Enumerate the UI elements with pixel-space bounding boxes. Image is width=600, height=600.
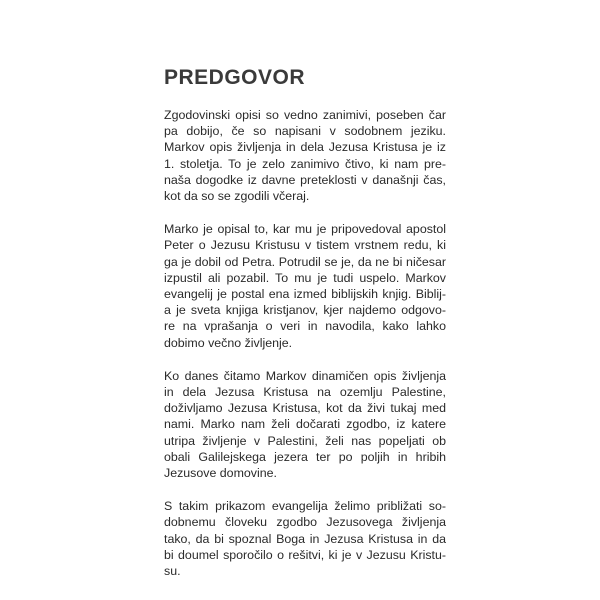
paragraph-1 xyxy=(164,107,446,204)
text-line: Zgodovinski opisi so vedno zanimivi, poseben čar xyxy=(164,108,446,122)
text-line: evangelij je postal ena izmed biblijskih knjig. Biblij- xyxy=(164,287,446,302)
paragraph-4 xyxy=(164,498,446,579)
paragraph-3 xyxy=(164,368,446,481)
text-line: S takim prikazom evangelija želimo približati so- xyxy=(164,499,446,514)
text-line: Markov opis življenja in dela Jezusa Kristusa je iz xyxy=(164,140,446,155)
text-line: Ko danes čitamo Markov dinamičen opis življenja xyxy=(164,368,446,383)
text-line: tako, da bi spoznal Boga in Jezusa Kristusa in da xyxy=(164,531,446,546)
text-line: dobimo večno življenje. xyxy=(164,335,293,350)
text-line: kot da so se zgodili včeraj. xyxy=(164,189,310,204)
text-line: doživljamo Jezusa Kristusa, kot da živi tukaj med xyxy=(164,401,446,416)
text-line: nami. Marko nam želi dočarati zgodbo, iz katere xyxy=(164,417,446,432)
text-line: re na vprašanja o veri in navodila, kako lahko xyxy=(164,319,446,334)
document-body xyxy=(164,66,446,596)
text-line: obali Galilejskega jezera ter po poljih in hribih xyxy=(164,449,446,464)
text-line: utripa življenje v Palestini, želi nas popeljati ob xyxy=(164,433,446,448)
text-line: 1. stoletja. To je zelo zanimivo čtivo, ki nam pre- xyxy=(164,156,446,171)
text-line: pa dobijo, če so napisani v sodobnem jeziku. xyxy=(164,124,446,139)
paragraph-2 xyxy=(164,221,446,351)
text-line: a je sveta knjiga kristjanov, kjer najdemo odgovo- xyxy=(164,303,446,318)
text-line: in dela Jezusa Kristusa na ozemlju Palestine, xyxy=(164,385,446,400)
text-line: bi doumel sporočilo o rešitvi, ki je v Jezusu Kristu- xyxy=(164,547,446,562)
text-line: Peter o Jezusu Kristusu v tistem vrstnem redu, ki xyxy=(164,238,446,253)
text-line: Jezusove domovine. xyxy=(164,466,277,481)
text-line: naša dogodke iz davne preteklosti v današnji čas, xyxy=(164,172,446,187)
page-title: PREDGOVOR xyxy=(164,66,306,89)
text-line: Marko je opisal to, kar mu je pripovedoval apostol xyxy=(164,222,446,237)
text-line: izpustil ali pozabil. To mu je tudi uspelo. Markov xyxy=(164,270,446,285)
text-line: ga je dobil od Petra. Potrudil se je, da ne bi ničesar xyxy=(164,254,446,269)
text-line: su. xyxy=(164,564,181,579)
text-line: dobnemu človeku zgodbo Jezusovega življenja xyxy=(164,515,446,530)
